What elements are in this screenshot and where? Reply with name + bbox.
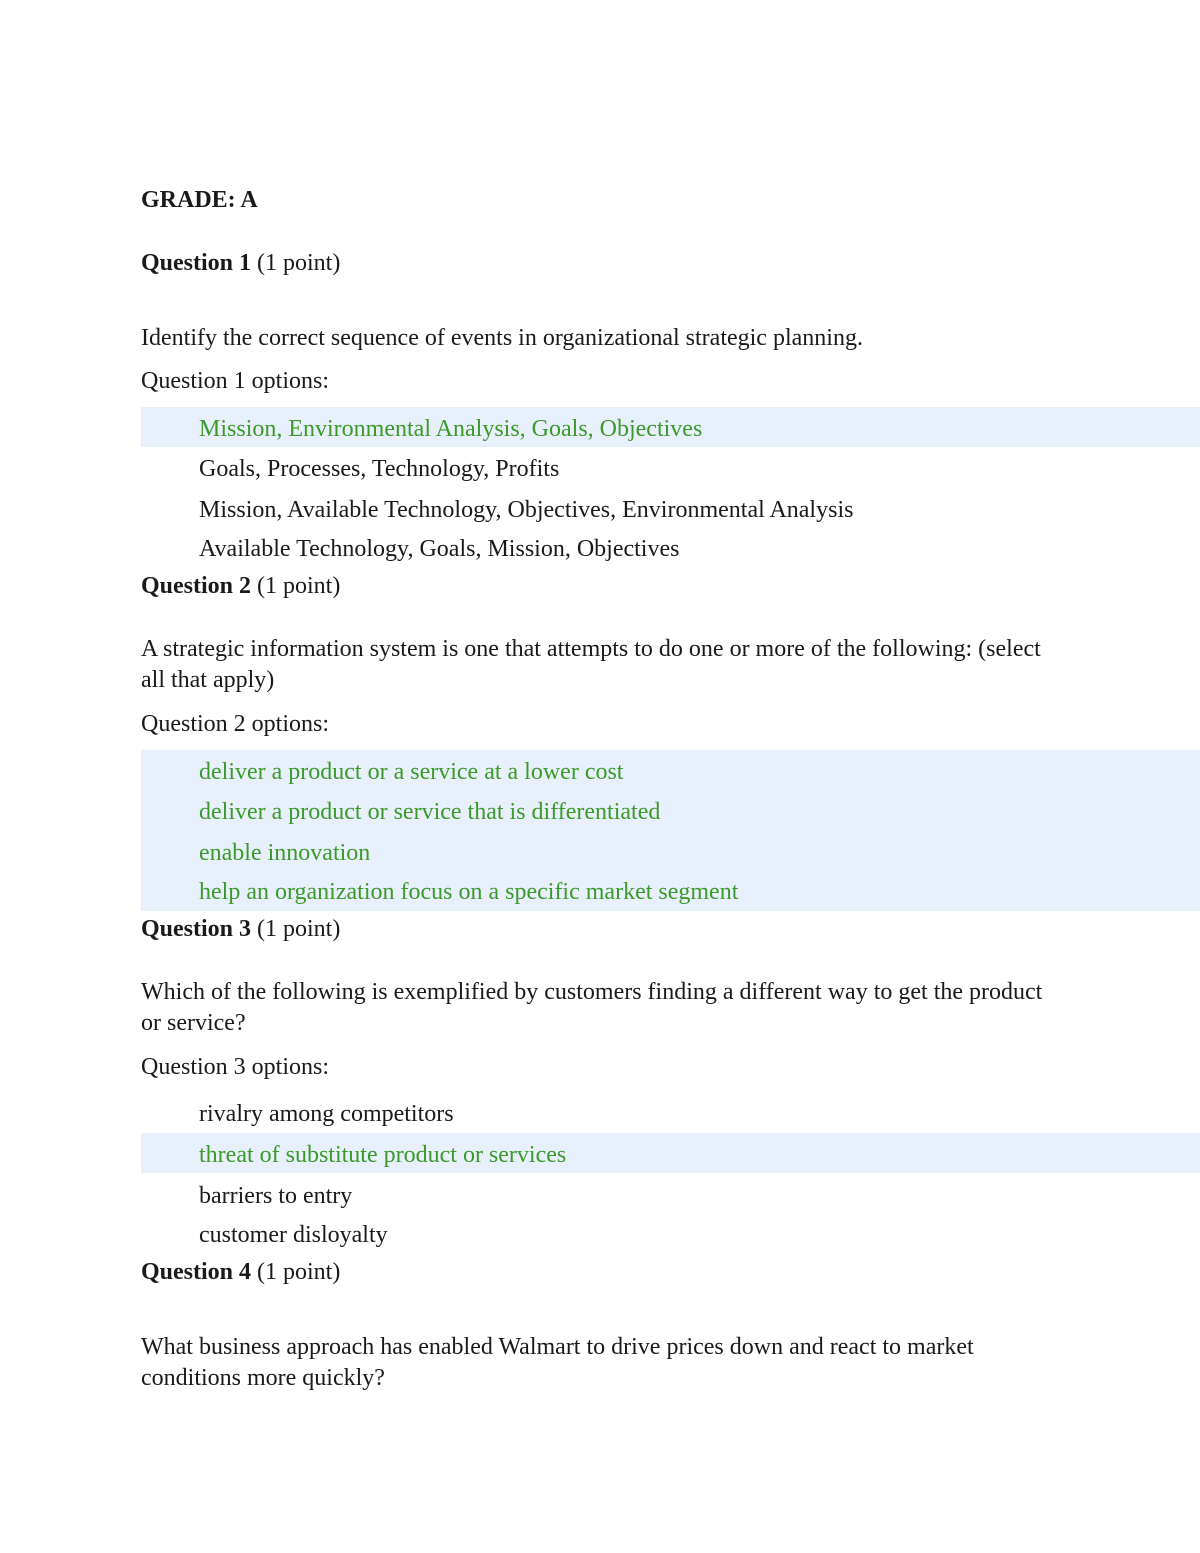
question-points: (1 point) — [257, 1259, 341, 1285]
question-2-options-label: Question 2 options: — [141, 711, 330, 737]
option-item[interactable]: threat of substitute product or services — [199, 1142, 567, 1168]
question-3-header — [141, 914, 340, 944]
question-1-text: Identify the correct sequence of events in organizational strategic planning. — [141, 325, 863, 351]
question-2-text: A strategic information system is one that attempts to do one or more of the following: (select all that apply) — [141, 636, 1041, 693]
option-item[interactable]: deliver a product or service that is differentiated — [199, 799, 661, 825]
question-4-text: What business approach has enabled Walmart to drive prices down and react to market conditions more quickly? — [141, 1334, 974, 1391]
question-label: Question 3 — [141, 916, 252, 942]
option-item[interactable]: customer disloyalty — [199, 1222, 388, 1248]
option-item[interactable]: rivalry among competitors — [199, 1101, 454, 1127]
question-2-header — [141, 571, 340, 601]
question-points: (1 point) — [257, 573, 341, 599]
option-item[interactable]: Mission, Environmental Analysis, Goals, Objectives — [199, 416, 703, 442]
question-3-text: Which of the following is exemplified by customers finding a different way to get the product or service? — [141, 979, 1043, 1036]
option-item[interactable]: deliver a product or a service at a lower cost — [199, 759, 624, 785]
question-1-options-label: Question 1 options: — [141, 368, 330, 394]
option-item[interactable]: help an organization focus on a specific market segment — [199, 879, 739, 905]
question-label: Question 4 — [141, 1259, 252, 1285]
question-points: (1 point) — [257, 250, 341, 276]
question-3-options-label: Question 3 options: — [141, 1054, 330, 1080]
option-item[interactable]: Goals, Processes, Technology, Profits — [199, 456, 560, 482]
option-item[interactable]: Mission, Available Technology, Objectives, Environmental Analysis — [199, 497, 854, 523]
grade-heading: GRADE: A — [141, 187, 258, 213]
option-item[interactable]: enable innovation — [199, 840, 371, 866]
option-item[interactable]: barriers to entry — [199, 1183, 353, 1209]
question-points: (1 point) — [257, 916, 341, 942]
question-label: Question 1 — [141, 250, 252, 276]
option-item[interactable]: Available Technology, Goals, Mission, Objectives — [199, 536, 680, 562]
question-4-header — [141, 1257, 340, 1287]
question-1-header — [141, 248, 340, 278]
question-label: Question 2 — [141, 573, 252, 599]
